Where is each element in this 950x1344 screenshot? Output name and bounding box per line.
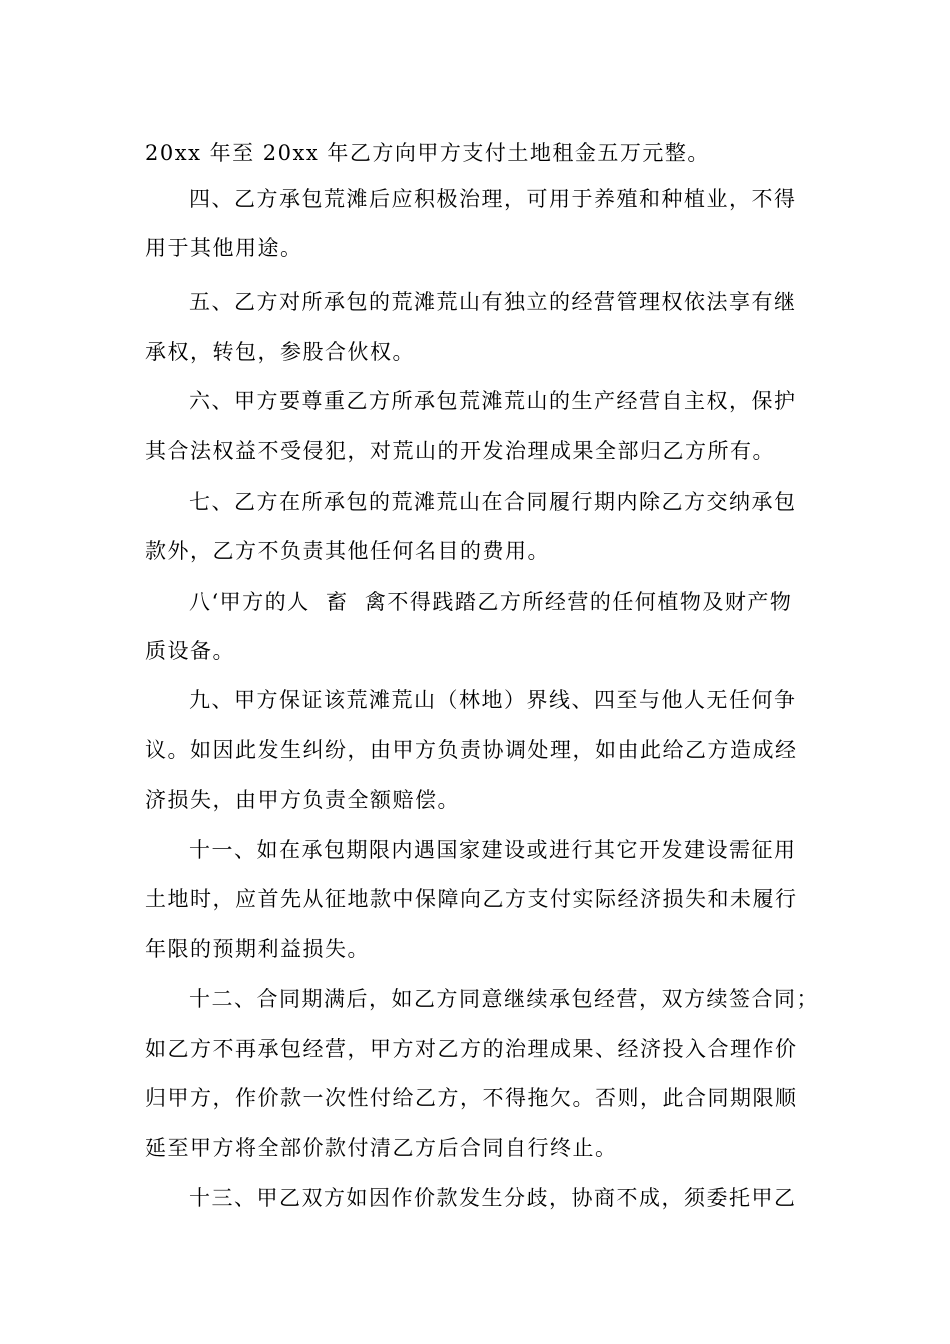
clause-9-line-3: 济损失，由甲方负责全额赔偿。 <box>145 788 460 812</box>
clause-9-line-1: 九、甲方保证该荒滩荒山（林地）界线、四至与他人无任何争 <box>189 688 797 712</box>
clause-12-line-2: 如乙方不再承包经营，甲方对乙方的治理成果、经济投入合理作价 <box>145 1037 798 1061</box>
clause-7-line-2: 款外，乙方不负责其他任何名目的费用。 <box>145 539 550 563</box>
clause-5-line-1: 五、乙方对所承包的荒滩荒山有独立的经营管理权依法享有继 <box>189 290 797 314</box>
clause-13-line-1: 十三、甲乙双方如因作价款发生分歧，协商不成，须委托甲乙 <box>189 1186 797 1210</box>
clause-11-line-1: 十一、如在承包期限内遇国家建设或进行其它开发建设需征用 <box>189 838 797 862</box>
clause-9-line-2: 议。如因此发生纠纷，由甲方负责协调处理，如由此给乙方造成经 <box>145 738 798 762</box>
clause-12-line-1: 十二、合同期满后，如乙方同意继续承包经营，双方续签合同； <box>189 987 819 1011</box>
clause-11-line-3: 年限的预期利益损失。 <box>145 937 370 961</box>
clause-5-line-2: 承权，转包，参股合伙权。 <box>145 340 415 364</box>
clause-11-line-2: 土地时，应首先从征地款中保障向乙方支付实际经济损失和未履行 <box>145 887 798 911</box>
clause-12-line-3: 归甲方，作价款一次性付给乙方，不得拖欠。否则，此合同期限顺 <box>145 1086 798 1110</box>
clause-7-line-1: 七、乙方在所承包的荒滩荒山在合同履行期内除乙方交纳承包 <box>189 490 797 514</box>
clause-4-line-2: 用于其他用途。 <box>145 236 303 260</box>
clause-8-line-2: 质设备。 <box>145 639 235 663</box>
text-line: 20xx 年至 20xx 年乙方向甲方支付土地租金五万元整。 <box>145 141 710 165</box>
clause-6-line-2: 其合法权益不受侵犯，对荒山的开发治理成果全部归乙方所有。 <box>145 439 775 463</box>
clause-4-line-1: 四、乙方承包荒滩后应积极治理，可用于养殖和种植业，不得 <box>189 187 797 211</box>
clause-12-line-4: 延至甲方将全部价款付清乙方后合同自行终止。 <box>145 1136 618 1160</box>
clause-8-line-1: 八‘甲方的人 畜 禽不得践踏乙方所经营的任何植物及财产物 <box>189 590 793 614</box>
clause-6-line-1: 六、甲方要尊重乙方所承包荒滩荒山的生产经营自主权，保护 <box>189 389 797 413</box>
